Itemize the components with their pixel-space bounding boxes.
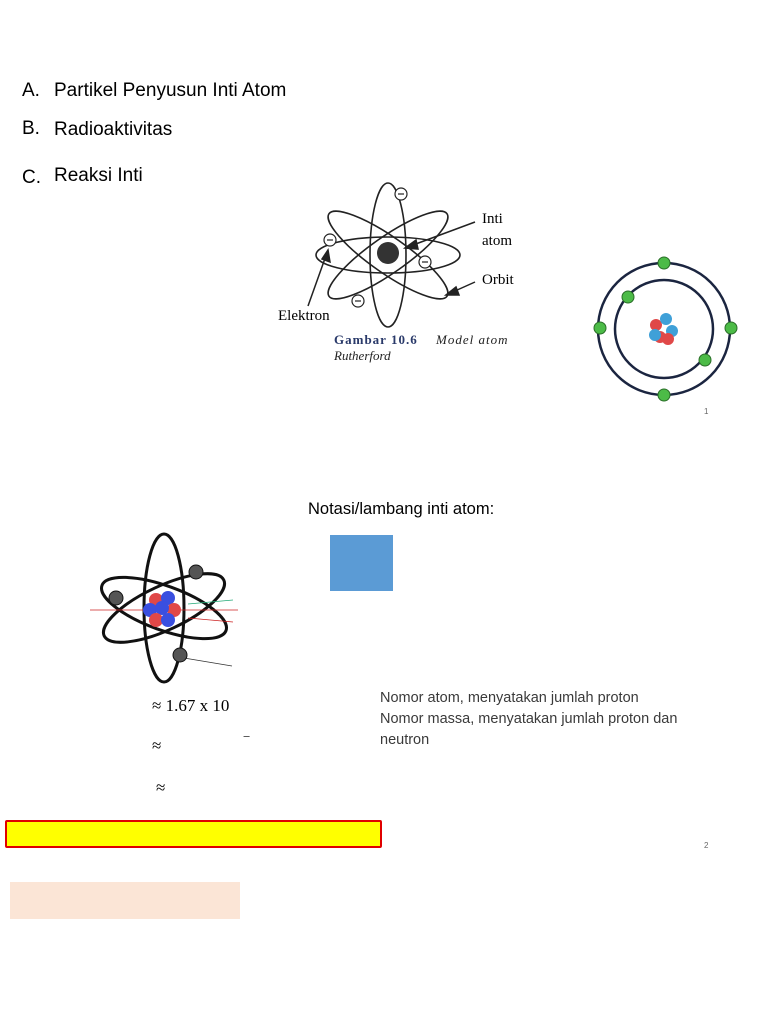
formula-line-2: ≈: [152, 736, 162, 755]
figure-caption-title: Model atom: [436, 332, 509, 347]
figure-caption-line2: Rutherford: [334, 348, 391, 363]
electron: [189, 565, 203, 579]
label-orbit: Orbit: [482, 272, 514, 288]
description-mass-number: Nomor massa, menyatakan jumlah proton dan: [380, 711, 678, 727]
label-elektron: Elektron: [278, 308, 330, 324]
outer-shell: [598, 263, 730, 395]
toc-text-c: Reaksi Inti: [54, 165, 143, 186]
electron: [109, 591, 123, 605]
figure-caption-number: Gambar 10.6: [334, 332, 418, 347]
electron: [725, 322, 737, 334]
notation-symbol-box: [330, 535, 393, 591]
electron: [622, 291, 634, 303]
page-number: 1: [704, 407, 709, 416]
label-atom: atom: [482, 233, 512, 249]
electron: [699, 354, 711, 366]
description-atomic-number: Nomor atom, menyatakan jumlah proton: [380, 690, 639, 706]
toc-letter: C.: [22, 167, 41, 188]
label-inti: Inti: [482, 211, 503, 227]
notation-title: Notasi/lambang inti atom:: [308, 500, 495, 518]
nucleus-cluster: [143, 591, 181, 627]
rutherford-atom-diagram: [270, 170, 530, 370]
peach-box: [10, 882, 240, 919]
nucleus: [377, 242, 399, 264]
toc-letter: B.: [22, 118, 40, 139]
electron: [658, 257, 670, 269]
description-mass-number-cont: neutron: [380, 732, 430, 748]
bohr-atom-diagram: [590, 255, 740, 405]
formula-line-1: ≈ 1.67 x 10: [152, 696, 230, 715]
toc-item-b: [22, 118, 40, 140]
atom-3d-diagram: [88, 528, 248, 688]
electron: [173, 648, 187, 662]
page-number: 2: [704, 841, 709, 850]
formula-line-2-sup: −: [243, 729, 251, 744]
toc-letter: A.: [22, 80, 40, 101]
formula-line-3: ≈: [156, 778, 166, 797]
toc-item-c: [22, 167, 41, 189]
toc-text-b: Radioaktivitas: [54, 119, 173, 140]
nucleus-cluster: [649, 313, 678, 345]
highlight-bar: [5, 820, 382, 848]
toc-item-a: [22, 80, 40, 102]
electron: [658, 389, 670, 401]
toc-text-a: Partikel Penyusun Inti Atom: [54, 80, 287, 101]
electron: [594, 322, 606, 334]
